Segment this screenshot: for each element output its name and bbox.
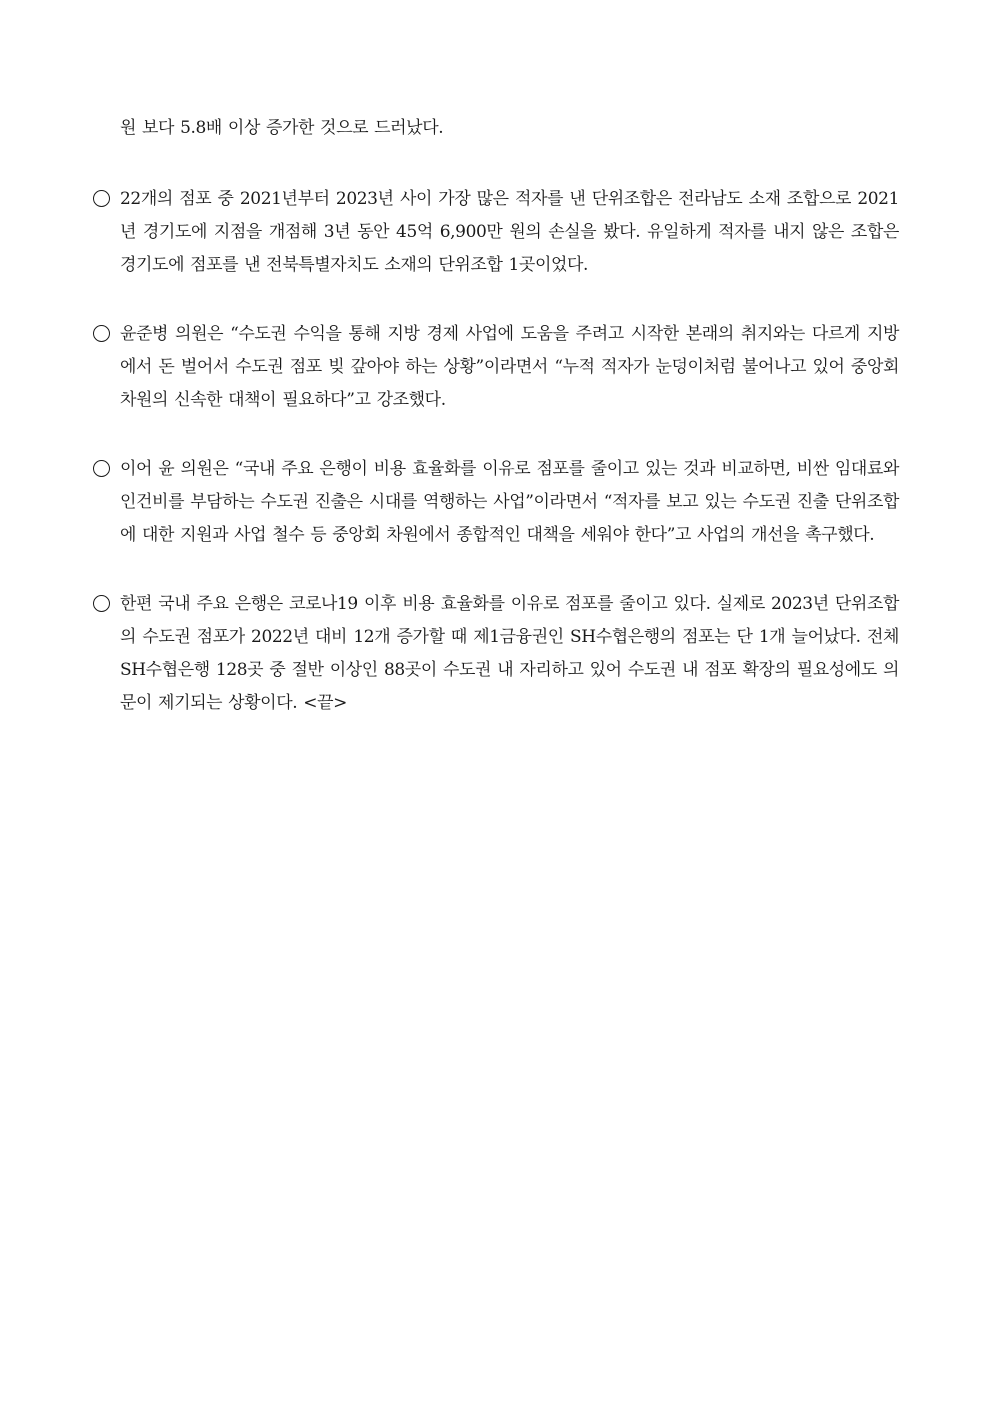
circle-bullet-icon [93, 190, 110, 207]
paragraph-continuation: 원 보다 5.8배 이상 증가한 것으로 드러났다. [120, 118, 444, 138]
circle-bullet-icon [93, 325, 110, 342]
paragraph-text: 한편 국내 주요 은행은 코로나19 이후 비용 효율화를 이유로 점포를 줄이고 있다. 실제로 2023년 단위조합의 수도권 점포가 2022년 대비 12개 증가할 때 제1금융권인 SH수협은행의 점포는 단 1개 늘어났다. 전체 SH수협은행 128곳 중 절반 이상인 88곳이 수도권 내 자리하고 있어 수도권 내 점포 확장의 필요성에도 의문이 제기되는 상황이다. <끝> [120, 594, 899, 713]
paragraph-text: 이어 윤 의원은 “국내 주요 은행이 비용 효율화를 이유로 점포를 줄이고 있는 것과 비교하면, 비싼 임대료와 인건비를 부담하는 수도권 진출은 시대를 역행하는 사업”이라면서 “적자를 보고 있는 수도권 진출 단위조합에 대한 지원과 사업 철수 등 중앙회 차원에서 종합적인 대책을 세워야 한다”고 사업의 개선을 촉구했다. [120, 459, 899, 545]
bullet-paragraph-lawmaker-quote [93, 318, 899, 417]
bullet-paragraph-policy-remarks [93, 453, 899, 552]
circle-bullet-icon [93, 460, 110, 477]
paragraph-text: 윤준병 의원은 “수도권 수익을 통해 지방 경제 사업에 도움을 주려고 시작한 본래의 취지와는 다르게 지방에서 돈 벌어서 수도권 점포 빚 갚아야 하는 상황”이라면서 “누적 적자가 눈덩이처럼 불어나고 있어 중앙회 차원의 신속한 대책이 필요하다”고 강조했다. [120, 324, 899, 410]
bullet-paragraph-bank-branches [93, 588, 899, 720]
bullet-paragraph-loss-by-union [93, 183, 899, 282]
document-body [93, 112, 899, 756]
circle-bullet-icon [93, 595, 110, 612]
paragraph-text: 22개의 점포 중 2021년부터 2023년 사이 가장 많은 적자를 낸 단위조합은 전라남도 소재 조합으로 2021년 경기도에 지점을 개점해 3년 동안 45억 6,900만 원의 손실을 봤다. 유일하게 적자를 내지 않은 조합은 경기도에 점포를 낸 전북특별자치도 소재의 단위조합 1곳이었다. [120, 189, 899, 275]
